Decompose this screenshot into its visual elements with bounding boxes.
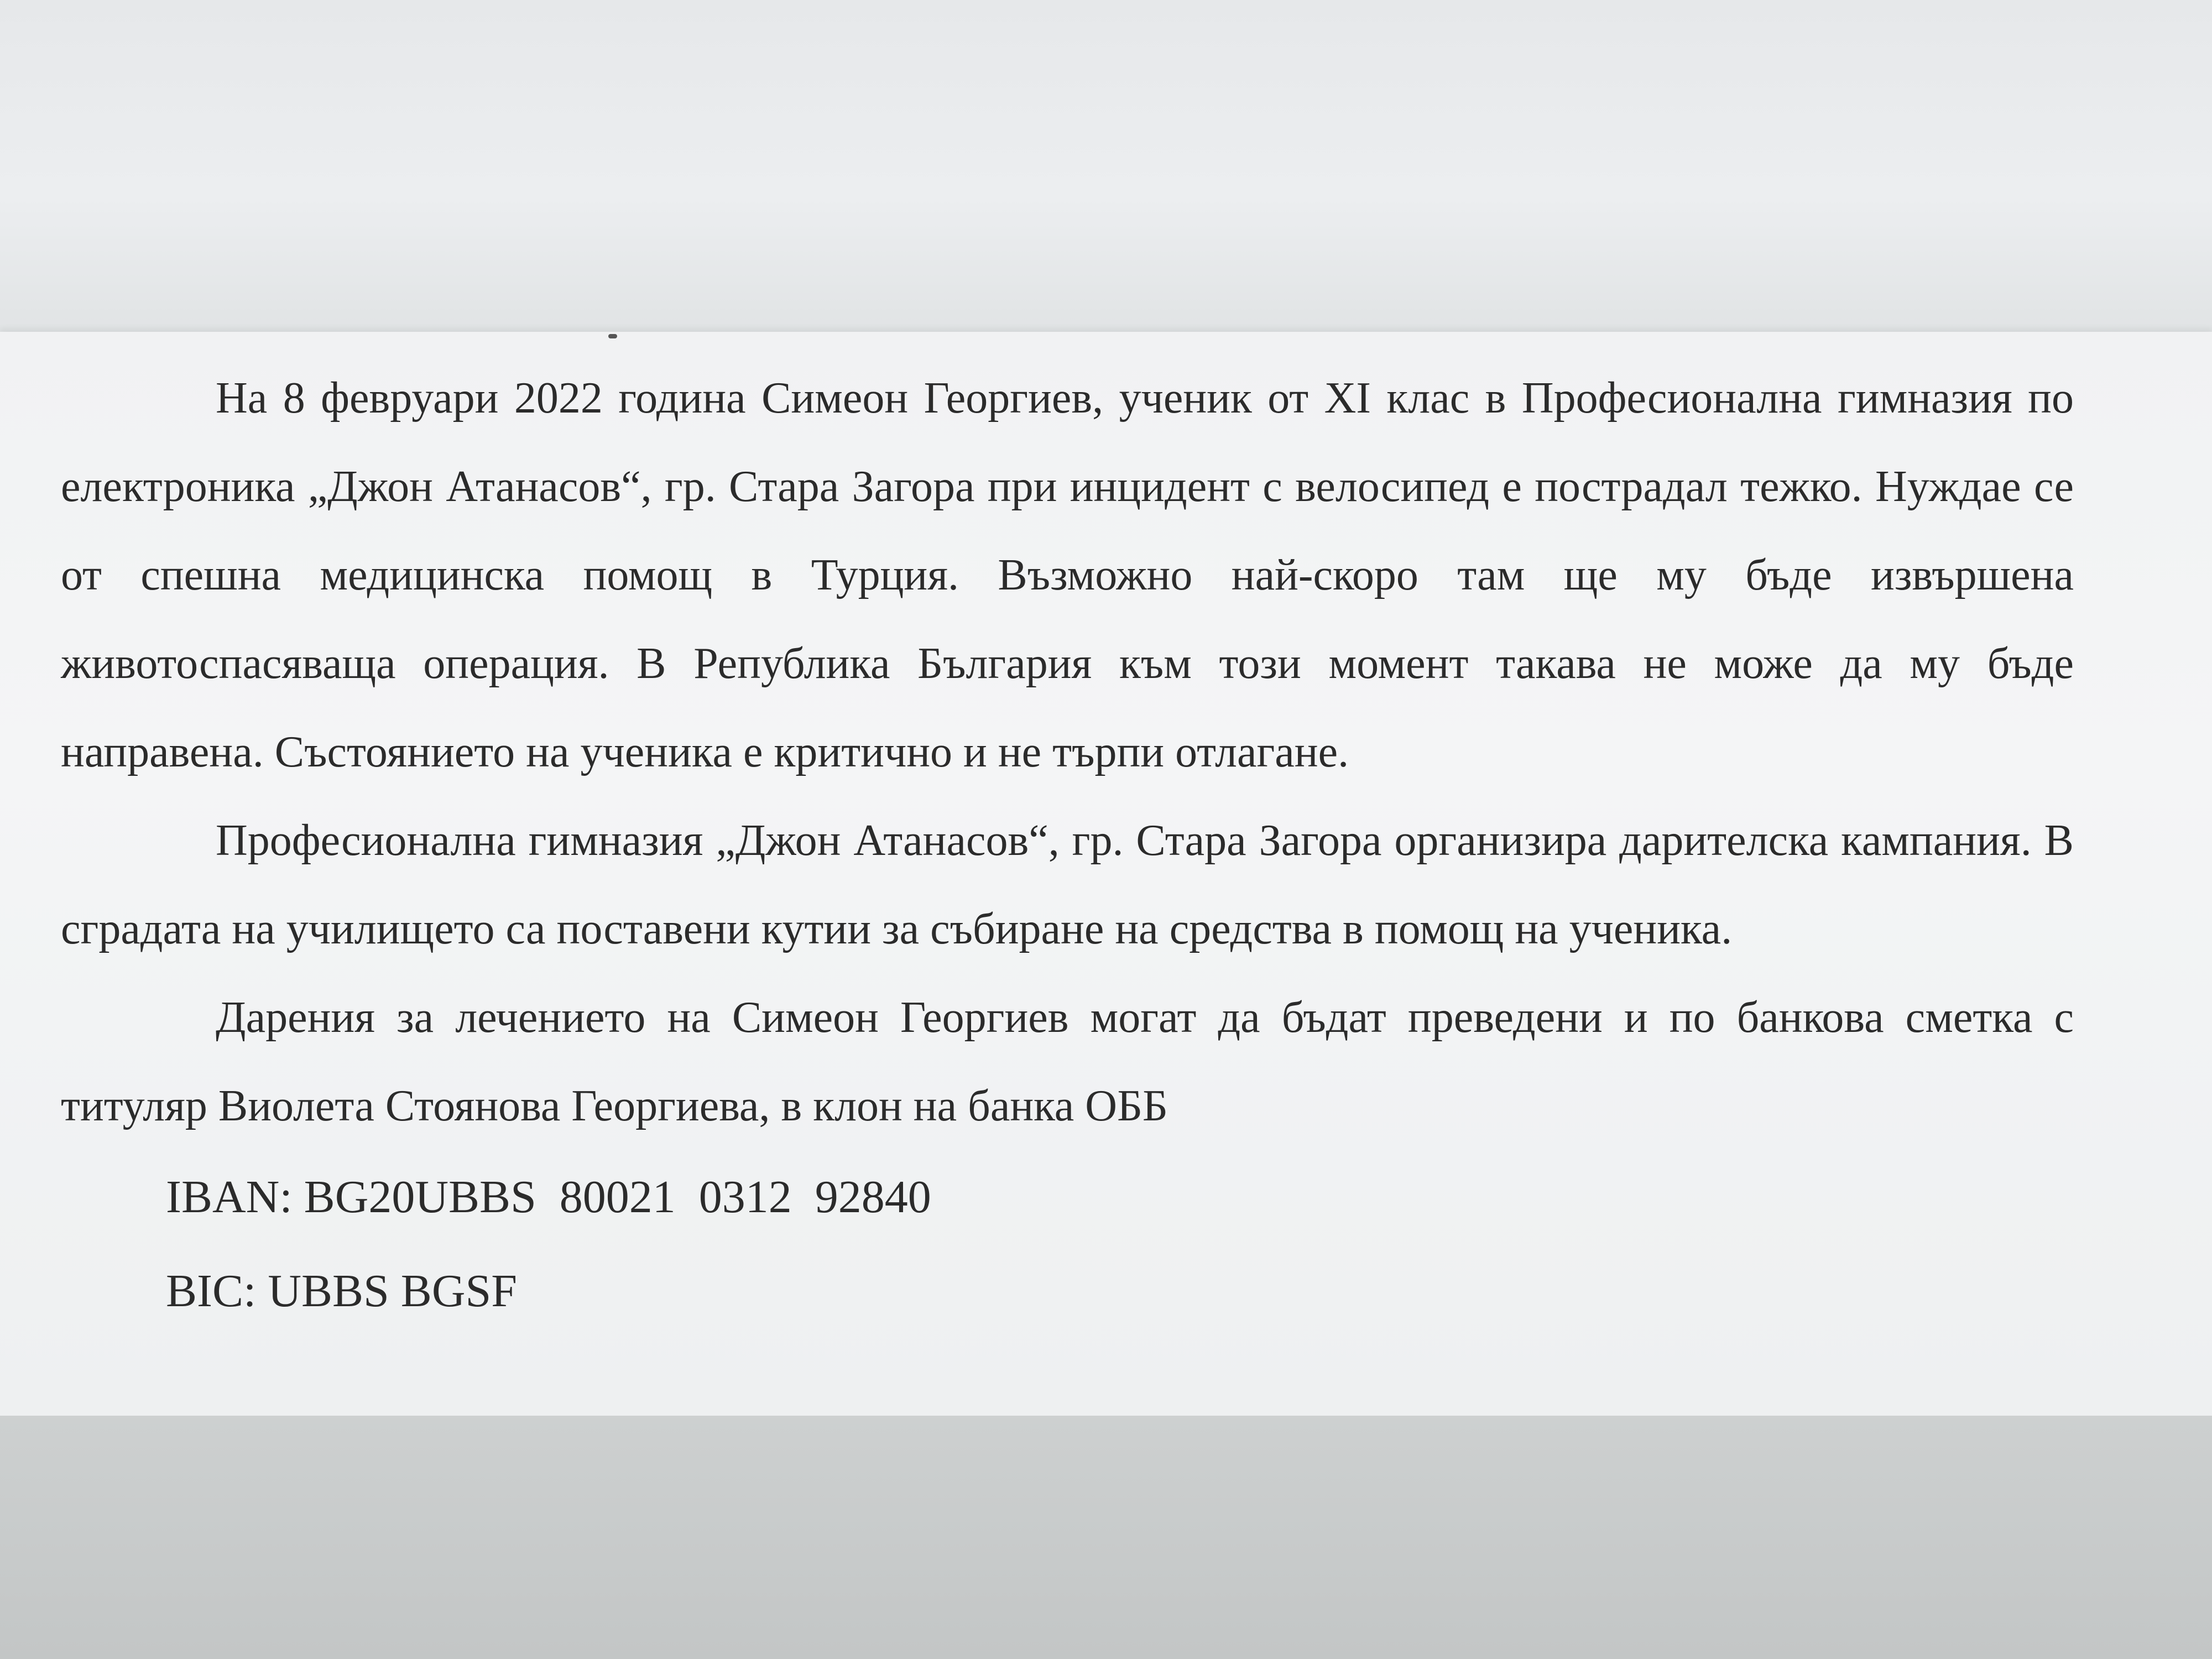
paragraph-campaign: Професионална гимназия „Джон Атанасов“, гр. Стара Загора организира дарителска кампания. В сградата на училището са поставени кутии за събиране на средства в помощ на ученика. <box>61 816 2074 953</box>
bic-line: BIC: UBBS BGSF <box>166 1265 517 1317</box>
iban-line: IBAN: BG20UBBS 80021 0312 92840 <box>166 1171 931 1223</box>
ink-speck <box>608 334 617 338</box>
document-body <box>61 354 2074 1338</box>
table-surface <box>0 1416 2212 1659</box>
paragraph-incident: На 8 февруари 2022 година Симеон Георгиев, ученик от XI клас в Професионална гимназия по електроника „Джон Атанасов“, гр. Стара Загора при инцидент с велосипед е пострадал тежко. Нуждае се от спешна медицинска помощ в Турция. Възможно най-скоро там ще му бъде извършена животоспасяваща операция. В Република България към този момент такава не може да му бъде направена. Състоянието на ученика е критично и не търпи отлагане. <box>61 374 2074 776</box>
paragraph-donations: Дарения за лечението на Симеон Георгиев могат да бъдат преведени и по банкова сметка с титуляр Виолета Стоянова Георгиева, в клон на банка ОББ <box>61 993 2074 1130</box>
background-paper <box>0 0 2212 354</box>
